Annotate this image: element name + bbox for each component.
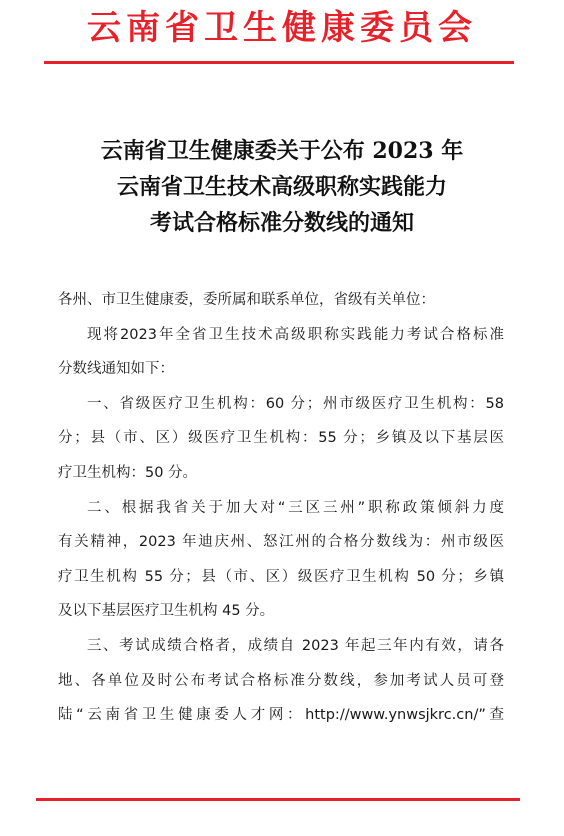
body-line: 疗卫生机构 55 分；县（市、区）级医疗卫生机构 50 分；乡镇 — [58, 568, 504, 585]
body-line: 二、根据我省关于加大对“三区三州”职称政策倾斜力度 — [87, 499, 504, 516]
body-line: 分；县（市、区）级医疗卫生机构：55 分；乡镇及以下基层医 — [58, 430, 504, 447]
body-line: 分数线通知如下： — [58, 361, 174, 378]
body-line: 及以下基层医疗卫生机构 45 分。 — [58, 603, 275, 620]
body-line: 疗卫生机构：50 分。 — [58, 464, 198, 481]
masthead-red-rule — [44, 61, 514, 64]
masthead-title: 云南省卫生健康委员会 — [87, 8, 477, 48]
body-line: 一、省级医疗卫生机构：60 分；州市级医疗卫生机构：58 — [87, 395, 504, 412]
body-line: 陆“云南省卫生健康委人才网：http://www.ynwsjkrc.cn/”查 — [58, 707, 504, 724]
footer-red-rule — [36, 798, 520, 801]
document-title — [0, 133, 564, 241]
title-line: 云南省卫生健康委关于公布 2023 年 — [100, 138, 464, 164]
body-line: 有关精神，2023 年迪庆州、怒江州的合格分数线为：州市级医 — [58, 534, 504, 551]
title-line: 云南省卫生技术高级职称实践能力 — [116, 174, 447, 200]
body-line: 现将2023年全省卫生技术高级职称实践能力考试合格标准 — [87, 326, 504, 343]
body-line: 地、各单位及时公布考试合格标准分数线，参加考试人员可登 — [58, 672, 504, 689]
title-line: 考试合格标准分数线的通知 — [149, 210, 414, 236]
document-body — [58, 283, 504, 733]
body-line: 三、考试成绩合格者，成绩自 2023 年起三年内有效，请各 — [87, 637, 504, 654]
salutation-line: 各州、市卫生健康委，委所属和联系单位，省级有关单位： — [58, 292, 435, 308]
